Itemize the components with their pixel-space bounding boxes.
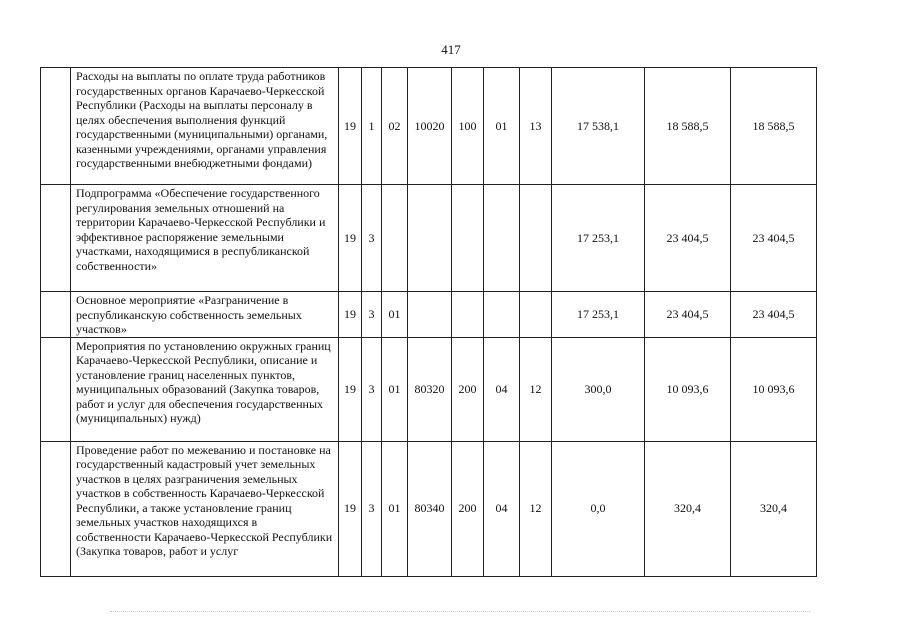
table-row [41,292,817,338]
amount-cell: 0,0 [552,441,645,576]
amount-cell: 23 404,5 [645,292,731,338]
code-cell: 01 [382,292,408,338]
row-description: Проведение работ по межеванию и постановке на государственный кадастровый учет земельных участков в целях разграничения земельных участков в собственность Карачаево-Черкесской Республики, а также установление границ земельных участков находящихся в собственности Карачаево-Черкесской Республики (Закупка товаров, работ и услуг [71,441,339,576]
blank-cell [41,185,71,292]
amount-cell: 17 538,1 [552,68,645,185]
code-cell: 200 [452,441,484,576]
code-cell: 01 [484,68,520,185]
code-cell: 04 [484,337,520,441]
amount-cell: 23 404,5 [731,185,817,292]
blank-cell [41,441,71,576]
code-cell: 80340 [408,441,452,576]
code-cell: 200 [452,337,484,441]
code-cell: 1 [362,68,382,185]
blank-cell [41,292,71,338]
amount-cell: 10 093,6 [645,337,731,441]
amount-cell: 18 588,5 [731,68,817,185]
code-cell: 19 [339,68,362,185]
table-row [41,441,817,576]
table-row [41,185,817,292]
amount-cell: 23 404,5 [731,292,817,338]
table-row [41,68,817,185]
code-cell: 10020 [408,68,452,185]
code-cell: 12 [520,441,552,576]
code-cell [408,185,452,292]
code-cell: 19 [339,185,362,292]
code-cell: 19 [339,292,362,338]
code-cell [484,185,520,292]
blank-cell [41,337,71,441]
code-cell: 3 [362,337,382,441]
amount-cell: 320,4 [645,441,731,576]
code-cell [452,185,484,292]
page-bottom-rule [110,611,810,612]
code-cell [484,292,520,338]
amount-cell: 10 093,6 [731,337,817,441]
code-cell: 19 [339,441,362,576]
code-cell [452,292,484,338]
code-cell [408,292,452,338]
row-description: Расходы на выплаты по оплате труда работников государственных органов Карачаево-Черкесской Республики (Расходы на выплаты персоналу в целях обеспечения выполнения функций государственными (муниципальными) органами, казенными учреждениями, органами управления государственными внебюджетными фондами) [71,68,339,185]
table-row [41,337,817,441]
amount-cell: 17 253,1 [552,292,645,338]
code-cell [382,185,408,292]
budget-table [40,67,817,577]
code-cell: 3 [362,441,382,576]
row-description: Основное мероприятие «Разграничение в республиканскую собственность земельных участков» [71,292,339,338]
code-cell: 3 [362,292,382,338]
code-cell: 01 [382,337,408,441]
code-cell: 80320 [408,337,452,441]
row-description: Подпрограмма «Обеспечение государственного регулирования земельных отношений на территории Карачаево-Черкесской Республики и эффективное распоряжение земельными участками, находящимися в республиканской собственности» [71,185,339,292]
code-cell: 13 [520,68,552,185]
amount-cell: 18 588,5 [645,68,731,185]
blank-cell [41,68,71,185]
code-cell: 3 [362,185,382,292]
page-number: 417 [441,42,461,57]
amount-cell: 23 404,5 [645,185,731,292]
row-description: Мероприятия по установлению окружных границ Карачаево-Черкесской Республики, описание и установление границ населенных пунктов, муниципальных образований (Закупка товаров, работ и услуг для обеспечения государственных (муниципальных) нужд) [71,337,339,441]
code-cell [520,185,552,292]
code-cell [520,292,552,338]
amount-cell: 320,4 [731,441,817,576]
code-cell: 100 [452,68,484,185]
code-cell: 19 [339,337,362,441]
amount-cell: 300,0 [552,337,645,441]
code-cell: 02 [382,68,408,185]
code-cell: 04 [484,441,520,576]
code-cell: 12 [520,337,552,441]
amount-cell: 17 253,1 [552,185,645,292]
code-cell: 01 [382,441,408,576]
